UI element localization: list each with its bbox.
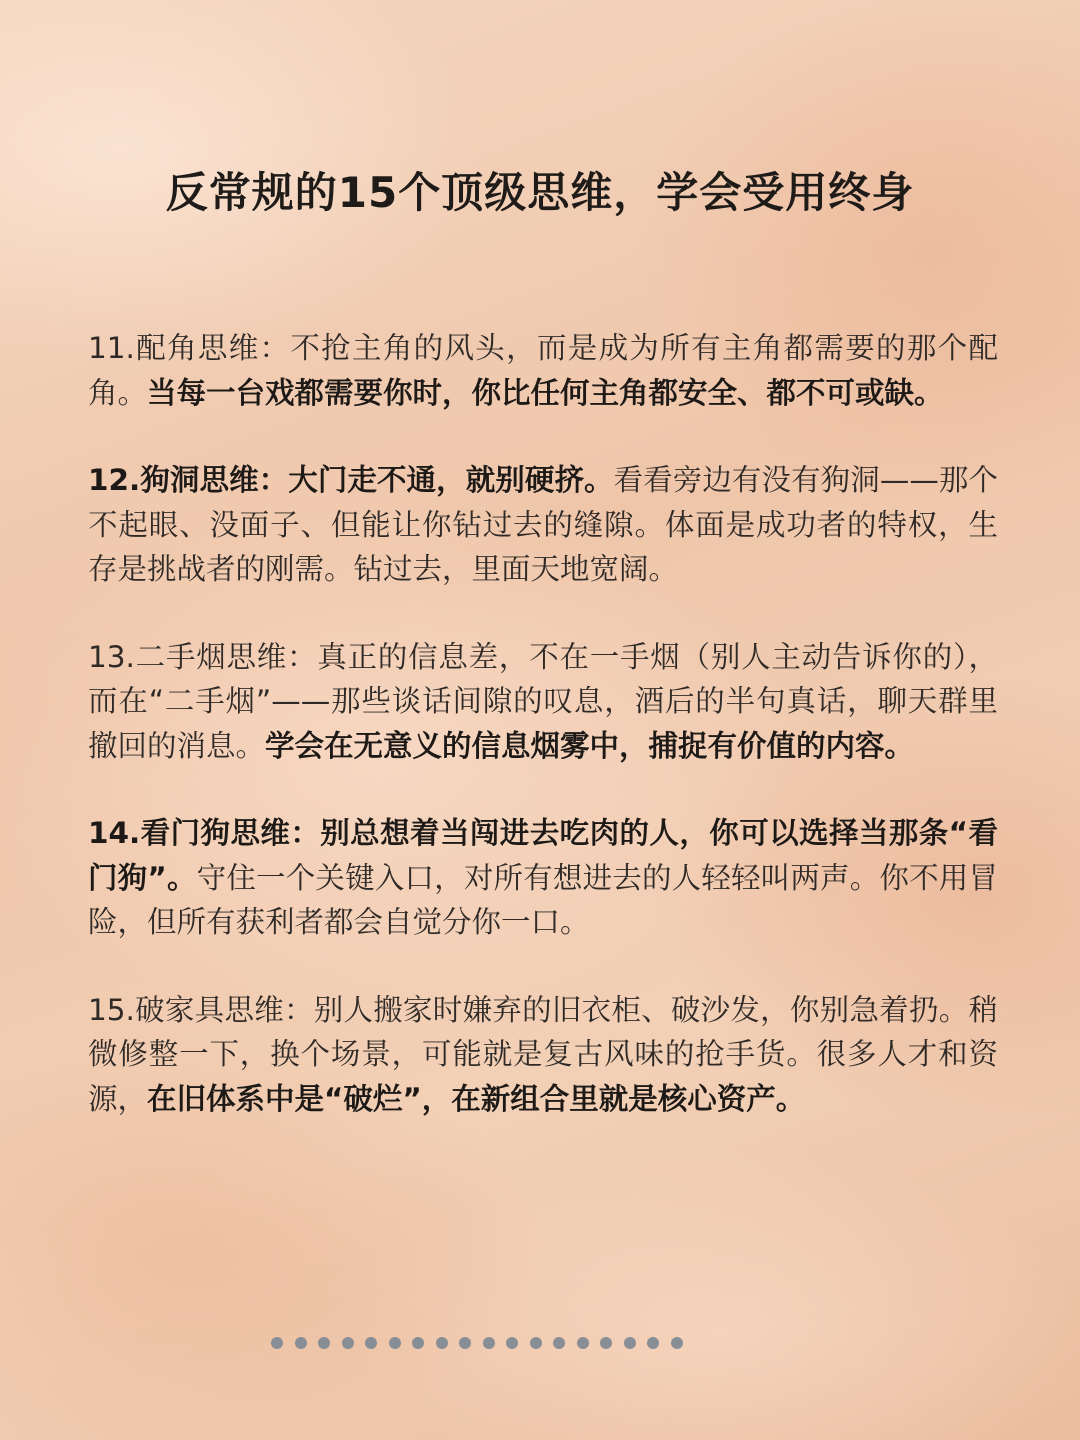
page-dot[interactable]: [671, 1337, 683, 1349]
page-dot[interactable]: [459, 1337, 471, 1349]
item-11-bold-text: 当每一台戏都需要你时，你比任何主角都安全、都不可或缺。: [147, 375, 944, 410]
thinking-list: [88, 326, 998, 1164]
item-12-bold-text: 12.狗洞思维：大门走不通，就别硬挤。: [88, 463, 614, 497]
list-item-15: [88, 988, 998, 1122]
page-dot[interactable]: [647, 1337, 659, 1349]
item-13-text: 13.二手烟思维：真正的信息差，不在一手烟（别人主动告诉你的），而在“二手烟”——那些谈话间隙的叹息，酒后的半句真话，聊天群里撤回的消息。: [88, 639, 998, 763]
page-dot[interactable]: [553, 1337, 565, 1349]
item-13-bold-text: 学会在无意义的信息烟雾中，捕捉有价值的内容。: [265, 728, 915, 763]
page-dot[interactable]: [483, 1337, 495, 1349]
page-dot[interactable]: [365, 1337, 377, 1349]
item-11-text: 11.配角思维：不抢主角的风头，而是成为所有主角都需要的那个配角。: [88, 331, 998, 410]
page-dot[interactable]: [624, 1337, 636, 1349]
item-14-bold-text: 14.看门狗思维：别总想着当闯进去吃肉的人，你可以选择当那条“看门狗”。: [88, 816, 998, 895]
list-item-11: [88, 326, 998, 415]
page-dot[interactable]: [271, 1337, 283, 1349]
item-12-text: 看看旁边有没有狗洞——那个不起眼、没面子、但能让你钻过去的缝隙。体面是成功者的特权，生存是挑战者的刚需。钻过去，里面天地宽阔。: [88, 463, 998, 586]
list-item-14: [88, 811, 998, 945]
page-title: 反常规的15个顶级思维，学会受用终身: [165, 168, 915, 217]
page-dot[interactable]: [577, 1337, 589, 1349]
page-dot[interactable]: [295, 1337, 307, 1349]
list-item-12: [88, 458, 998, 592]
page-dot[interactable]: [506, 1337, 518, 1349]
page-dot[interactable]: [600, 1337, 612, 1349]
page-dot[interactable]: [436, 1337, 448, 1349]
page-dot[interactable]: [389, 1337, 401, 1349]
page-dot[interactable]: [412, 1337, 424, 1349]
page-indicator[interactable]: [271, 1337, 683, 1351]
page-dot[interactable]: [530, 1337, 542, 1349]
page-dot[interactable]: [318, 1337, 330, 1349]
page-dot[interactable]: [342, 1337, 354, 1349]
item-15-bold-text: 在旧体系中是“破烂”，在新组合里就是核心资产。: [147, 1081, 806, 1116]
item-14-text: 守住一个关键入口，对所有想进去的人轻轻叫两声。你不用冒险，但所有获利者都会自觉分你一口。: [88, 860, 998, 939]
list-item-13: [88, 635, 998, 769]
item-15-text: 15.破家具思维：别人搬家时嫌弃的旧衣柜、破沙发，你别急着扔。稍微修整一下，换个场景，可能就是复古风味的抢手货。很多人才和资源，: [88, 992, 998, 1116]
